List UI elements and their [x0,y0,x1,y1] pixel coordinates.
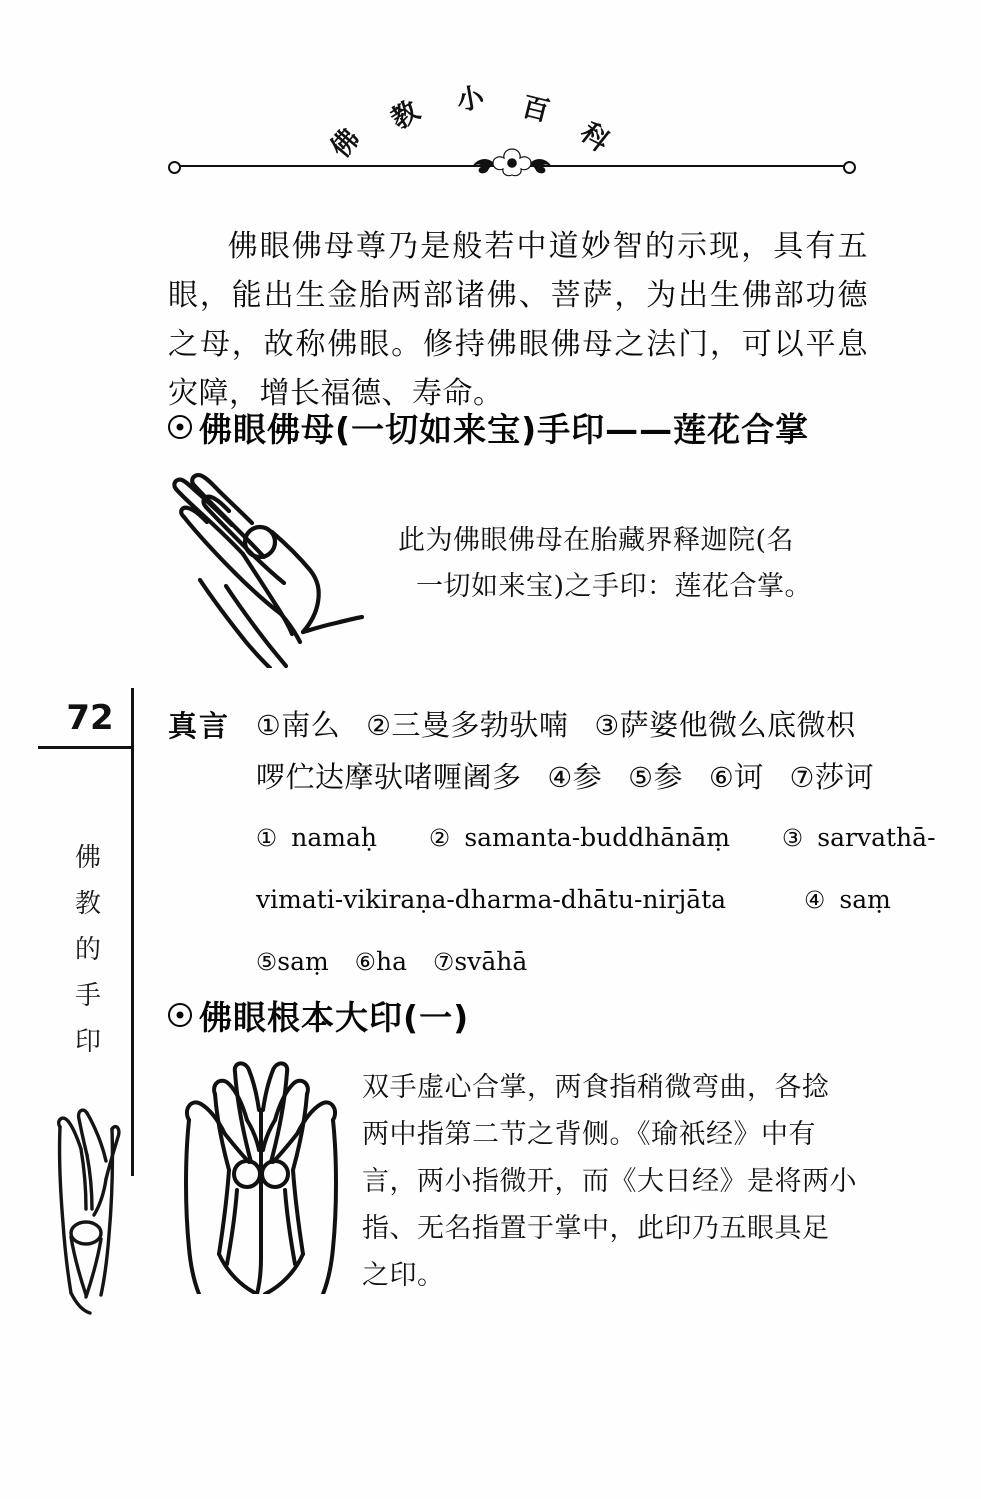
vertical-title-char-5: 印 [74,1027,101,1057]
mantra-rom-5-num: ⑤ [256,948,278,976]
mantra-cn-2-text: 三曼多勃驮喃 [391,708,569,742]
mantra-cn-1-num: ① [256,710,282,742]
vertical-title-char-1: 佛 [74,843,101,873]
intro-paragraph-text: 佛眼佛母尊乃是般若中道妙智的示现，具有五眼，能出生金胎两部诸佛、菩萨，为出生佛部功德之母，故称佛眼。修持佛眼佛母之法门，可以平息灾障，增长福德、寿命。 [168,229,868,411]
mantra-rom-7-text: svāhā [454,947,528,976]
section-2-heading-text: 佛眼根本大印(一) [199,998,470,1037]
mantra-rom-4-text: saṃ [839,885,891,914]
two-hands-hollow-heart-palm-icon [165,1058,357,1294]
margin-horizontal-rule [38,746,134,749]
section-2-caption-line-4: 指、无名指置于掌中，此印乃五眼具足 [362,1213,830,1244]
mantra-cn-5-text: 参 [653,760,683,794]
mantra-romanized-line-3 [256,934,868,990]
mantra-cn-3-text: 萨婆他微么底微枳 [619,708,856,742]
header-rule-left-dot [168,161,181,174]
section-2-caption-line-5: 之印。 [362,1260,445,1291]
mantra-cn-2-num: ② [366,710,392,742]
mantra-cn-6-num: ⑥ [708,762,735,794]
section-1-heading-text: 佛眼佛母(一切如来宝)手印——莲花合掌 [199,410,810,449]
section-1-caption-line-2: 一切如来宝)之手印：莲花合掌。 [416,571,813,602]
mantra-cn-3-num: ③ [594,710,620,742]
mantra-rom-3-continuation: vimati-vikiraṇa-dharma-dhātu-nirjāta [256,885,727,914]
praying-hands-illustration [160,462,386,668]
header-rule-right-dot [843,161,856,174]
mantra-cn-7-text: 莎诃 [814,760,874,794]
mantra-romanized-line-1 [256,810,936,866]
running-head-char-5: 科 [573,116,615,159]
intro-paragraph [168,222,868,418]
mantra-rom-2-text: samanta-buddhānāṃ [464,823,730,852]
mantra-cn-1-text: 南么 [281,708,341,742]
header-flower-ornament-icon [452,143,572,177]
section-2-caption-line-3: 言，两小指微开，而《大日经》是将两小 [362,1166,857,1197]
mantra-cn-4-text: 参 [572,760,603,794]
section-1-caption [398,518,868,610]
mantra-cn-6-text: 诃 [734,760,764,794]
mantra-cn-3-continuation: 啰伫达摩驮啫喱阇多 [256,760,522,794]
mantra-rom-1-num: ① [256,824,278,852]
mantra-rom-6-text: ha [376,947,408,976]
mantra-rom-7-num: ⑦ [433,948,455,976]
praying-hands-lotus-palm-icon [160,462,386,668]
mantra-cn-5-num: ⑤ [628,762,654,794]
mantra-rom-3-num: ③ [782,824,804,852]
running-head-char-4: 百 [518,91,552,128]
section-2-caption-line-1: 双手虚心合掌，两食指稍微弯曲，各捻 [362,1072,830,1103]
margin-decorative-hands-illustration [50,1105,124,1315]
hollow-heart-palm-illustration [165,1058,357,1294]
margin-hands-icon [50,1105,124,1315]
mantra-block [168,700,936,990]
mantra-rom-1-text: namaḥ [291,823,378,852]
mantra-cn-7-num: ⑦ [789,762,815,794]
section-2-caption [362,1064,872,1299]
mantra-rom-5-text: saṃ [277,947,329,976]
page-number: 72 [66,698,114,738]
mantra-chinese-line-1 [256,700,868,752]
section-2-caption-line-2: 两中指第二节之背侧。《瑜祇经》中有 [362,1119,816,1150]
section-bullet-icon [168,1003,192,1027]
section-2-heading [168,992,469,1039]
section-bullet-icon [168,415,192,439]
running-head-char-3: 小 [454,81,486,118]
vertical-title-char-4: 手 [74,981,101,1011]
mantra-cn-4-num: ④ [547,762,573,794]
vertical-title-char-3: 的 [74,935,101,965]
section-1-heading [168,404,809,451]
mantra-romanized-line-2 [256,872,891,928]
section-1-caption-line-1: 此为佛眼佛母在胎藏界释迦院(名 [398,525,795,556]
running-head-char-1: 佛 [324,123,366,164]
running-head-char-2: 教 [385,95,425,136]
mantra-rom-3-text: sarvathā- [817,823,936,852]
mantra-label: 真言 [168,709,231,743]
mantra-chinese-line-2 [256,752,874,804]
mantra-rom-4-num: ④ [804,886,826,914]
margin-vertical-rule [131,688,134,1176]
mantra-rom-6-num: ⑥ [354,948,377,976]
header-ornamental-rule [168,155,856,177]
vertical-title-char-2: 教 [74,889,101,919]
running-foot-vertical-title [68,835,108,1065]
mantra-rom-2-num: ② [429,824,451,852]
